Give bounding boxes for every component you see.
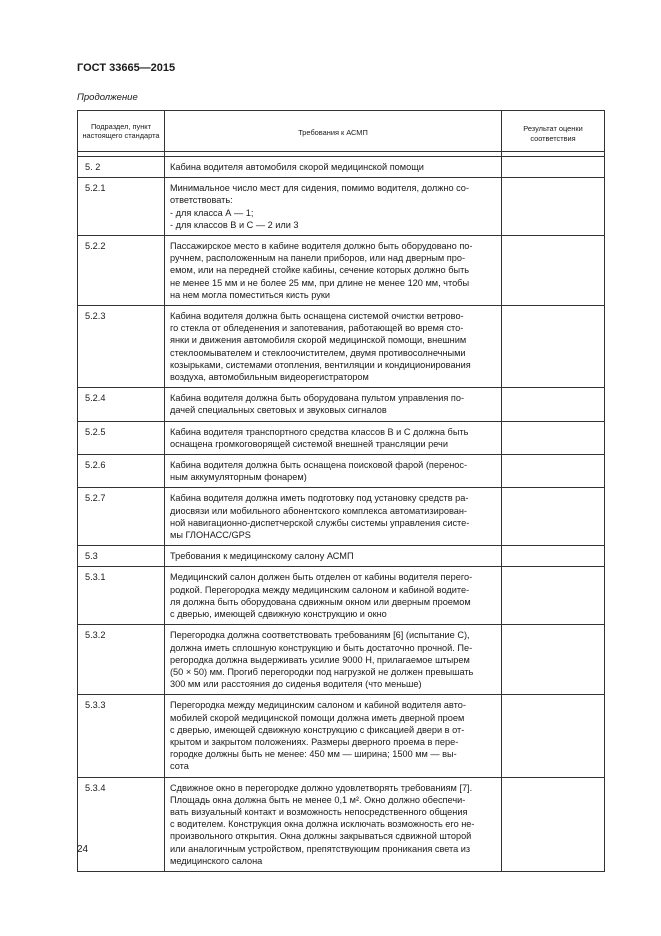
row-clause-number: 5.3.2 [78,625,165,695]
requirement-line: не менее 15 мм и не более 25 мм, при длине не менее 120 мм, чтобы [170,277,470,288]
requirement-line: Пассажирское место в кабине водителя должно быть оборудовано по- [170,241,473,252]
requirement-line: родкой. Перегородка между медицинским салоном и кабиной водите- [170,584,470,595]
row-clause-number: 5.2.5 [78,421,165,454]
table-row [78,388,605,421]
row-requirement-text [165,567,502,625]
row-result-cell [502,388,605,421]
requirements-table [77,110,605,872]
row-result-cell [502,546,605,567]
table-header-row [78,111,605,152]
requirement-line: (50 × 50) мм. Прогиб перегородки под нагрузкой не должен превышать [170,666,474,677]
row-requirement-text [165,777,502,871]
row-clause-number: 5.3.1 [78,567,165,625]
requirement-line: оснащена громкоговорящей системой внешней трансляции речи [170,438,448,449]
row-requirement-text [165,546,502,567]
row-clause-number: 5.3 [78,546,165,567]
row-clause-number: 5.2.2 [78,236,165,306]
row-result-cell [502,777,605,871]
row-requirement-text [165,306,502,388]
row-requirement-text [165,236,502,306]
requirement-line: - для классов В и С — 2 или 3 [170,219,299,230]
row-requirement-text [165,488,502,546]
row-result-cell [502,455,605,488]
requirement-line: или аналогичным устройством, препятствующим проникания света из [170,843,471,854]
row-requirement-text [165,388,502,421]
row-result-cell [502,695,605,777]
requirement-line: крытом и закрытом положениях. Размеры дверного проема в пере- [170,736,459,747]
requirement-line: Кабина водителя должна быть оснащена системой очистки ветрово- [170,311,464,322]
requirement-line: Перегородка должна соответствовать требованиям [6] (испытание С), [170,630,470,641]
requirement-line: Кабина водителя автомобиля скорой медицинской помощи [170,162,424,172]
row-requirement-text [165,157,502,178]
row-requirement-text [165,421,502,454]
row-result-cell [502,178,605,236]
row-requirement-text [165,625,502,695]
requirement-line: Площадь окна должна быть не менее 0,1 м². Окно должно обеспечи- [170,794,466,805]
requirement-line: диосвязи или мобильного абонентского комплекса автоматизирован- [170,505,467,516]
requirement-line: с дверью, имеющей сдвижную конструкцию и окно [170,609,387,620]
row-result-cell [502,157,605,178]
row-result-cell [502,625,605,695]
header-result: Результат оценки соответствия [502,111,605,152]
requirement-line: 300 мм или расстояния до сиденья водителя (что меньше) [170,679,422,690]
row-result-cell [502,306,605,388]
table-row [78,546,605,567]
row-clause-number: 5.3.3 [78,695,165,777]
table-row [78,488,605,546]
row-result-cell [502,236,605,306]
table-row [78,695,605,777]
requirement-line: воздуха, автомобильным видеорегистратором [170,372,369,383]
row-result-cell [502,421,605,454]
requirement-line: ля должна быть оборудована сдвижным окном или дверным проемом [170,596,471,607]
table-row [78,421,605,454]
header-subsection: Подраздел, пункт настоящего стандарта [78,111,165,152]
requirement-line: произвольного открытия. Окна должны закрываться сдвижной шторой [170,831,472,842]
requirement-line: Перегородка между медицинским салоном и кабиной водителя авто- [170,700,466,711]
continuation-label: Продолжение [77,92,138,103]
requirement-line: с дверью, имеющей сдвижную конструкцию с фиксацией двери в от- [170,724,465,735]
page-number: 24 [77,844,89,855]
table-row [78,236,605,306]
row-result-cell [502,567,605,625]
requirement-line: емом, или на передней стойке кабины, сечение которых должно быть [170,265,470,276]
table-row [78,625,605,695]
row-clause-number: 5.2.6 [78,455,165,488]
requirement-line: мы ГЛОНАСС/GPS [170,530,251,541]
requirement-line: вать визуальный контакт и возможность непосредственного общения [170,806,468,817]
row-clause-number: 5.2.4 [78,388,165,421]
table-row [78,567,605,625]
requirement-line: на нем могла поместиться кисть руки [170,289,330,300]
row-clause-number: 5.2.3 [78,306,165,388]
row-requirement-text [165,455,502,488]
requirement-line: дачей специальных световых и звуковых сигналов [170,405,387,416]
row-requirement-text [165,178,502,236]
requirement-line: Кабина водителя должна быть оснащена поисковой фарой (перенос- [170,460,468,471]
requirement-line: Требования к медицинскому салону АСМП [170,551,354,562]
table-row [78,455,605,488]
table-row [78,777,605,871]
requirement-line: Кабина водителя должна иметь подготовку под установку средств ра- [170,493,469,504]
requirement-line: Кабина водителя должна быть оборудована пультом управления по- [170,393,465,404]
row-clause-number: 5. 2 [78,157,165,178]
requirement-line: го стекла от обледенения и запотевания, работающей во время сто- [170,323,464,334]
requirement-line: ответствовать: [170,195,233,206]
row-requirement-text [165,695,502,777]
requirement-line: с водителем. Конструкция окна должна исключать возможность его не- [170,819,475,830]
requirement-line: должна иметь сплошную конструкцию и быть достаточно прочной. Пе- [170,642,473,653]
requirement-line: сота [170,761,189,772]
requirement-line: регородка должна выдерживать усилие 9000 Н, прилагаемое штырем [170,654,470,665]
table-row [78,306,605,388]
requirement-line: ной навигационно-диспетчерской службы системы управления систе- [170,517,470,528]
table-row [78,178,605,236]
header-requirements: Требования к АСМП [165,111,502,152]
row-clause-number: 5.3.4 [78,777,165,871]
requirement-line: Кабина водителя транспортного средства классов В и С должна быть [170,426,469,437]
requirement-line: - для класса А — 1; [170,207,254,218]
document-title: ГОСТ 33665—2015 [77,62,176,74]
row-result-cell [502,488,605,546]
requirement-line: янки и движения автомобиля скорой медицинской помощи, внешним [170,335,467,346]
requirement-line: Сдвижное окно в перегородке должно удовлетворять требованиям [7]. [170,782,473,793]
table-row [78,157,605,178]
requirement-line: ным аккумуляторным фонарем) [170,472,307,483]
requirement-line: козырьками, системами отопления, вентиляции и кондиционирования [170,359,471,370]
requirement-line: мобилей скорой медицинской помощи должна иметь дверной проем [170,712,465,723]
requirement-line: стеклоомывателем и стеклоочистителем, двумя противосолнечными [170,347,466,358]
requirement-line: Медицинский салон должен быть отделен от кабины водителя перего- [170,572,473,583]
requirement-line: Минимальное число мест для сидения, помимо водителя, должно со- [170,183,469,194]
requirement-line: медицинского салона [170,855,263,866]
row-clause-number: 5.2.7 [78,488,165,546]
row-clause-number: 5.2.1 [78,178,165,236]
requirement-line: ручнем, расположенным на панели приборов, или над дверным про- [170,253,466,264]
requirement-line: городке должны быть не менее: 450 мм — ширина; 1500 мм — вы- [170,749,457,760]
table-body [78,157,605,872]
